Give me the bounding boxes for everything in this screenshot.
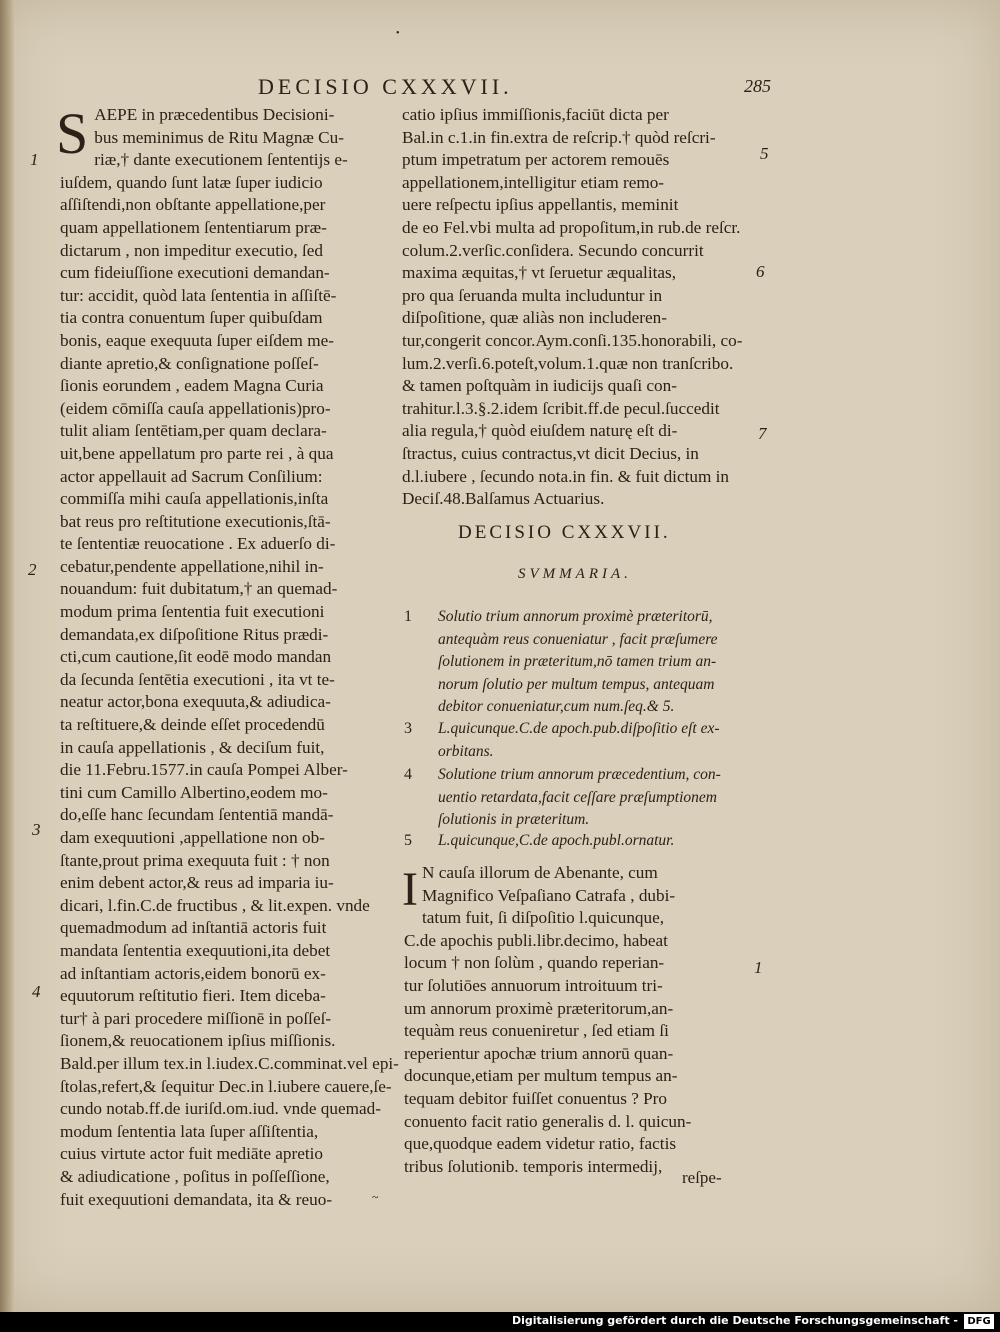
text-line: enim debent actor,& reus ad imparia iu- [60, 873, 334, 893]
text-line: diante apretio,& conſignatione poſſeſ- [60, 353, 319, 373]
text-line: alia regula,† quòd eiuſdem naturę eſt di- [402, 421, 678, 441]
text-line: quemadmodum ad inſtantiā actoris fuit [60, 918, 327, 938]
margin-number: 5 [760, 144, 769, 163]
page-edge [0, 0, 14, 1312]
text-line: commiſſa mihi cauſa appellationis,inſta [60, 489, 329, 509]
margin-number: 1 [754, 958, 763, 977]
text-line: tur,congerit concor.Aym.conſi.135.honorabili, co- [402, 330, 743, 350]
text-line: (eidem cōmiſſa cauſa appellationis)pro- [60, 398, 331, 418]
text-line: tur ſolutiōes annuorum introituum tri- [404, 975, 663, 995]
text-line: tequam debitor fuiſſet conuentus ? Pro [404, 1088, 667, 1108]
text-line: dam exequutioni ,appellatione non ob- [60, 828, 325, 847]
summaria-heading: SVMMARIA. [518, 566, 632, 582]
text-line: diſpoſitione, quæ aliàs non includeren- [402, 308, 667, 328]
text-line: die 11.Febru.1577.in cauſa Pompei Alber- [60, 760, 348, 780]
text-line: tequàm reus conueniretur , ſed etiam ſi [404, 1021, 669, 1041]
text-line: & tamen poſtquàm in iudicijs quaſi con- [402, 376, 677, 396]
summaria-number: 1 [404, 608, 412, 625]
text-line: appellationem,intelligitur etiam remo- [402, 172, 665, 192]
dfg-logo-icon: DFG [964, 1314, 994, 1329]
text-line: um annorum proximè præteritorum,an- [404, 998, 674, 1018]
decision-body [404, 862, 740, 1178]
text-line: modum ſententia lata ſuper aſſiſtentia, [60, 1121, 319, 1141]
text-line: cti,cum cautione,ſit eodē modo mandan [60, 647, 332, 667]
text-line: nouandum: fuit dubitatum,† an quemad- [60, 579, 338, 599]
text-line: ſtolas,refert,& ſequitur Dec.in l.iubere cauere,ſe- [60, 1076, 392, 1096]
margin-number: 7 [758, 424, 767, 443]
margin-number: 6 [756, 262, 765, 281]
drop-cap: S [56, 101, 89, 166]
summaria-line: debitor conueniatur,cum num.ſeq.& 5. [438, 698, 675, 715]
left-column [56, 101, 400, 1211]
text-line: conuento facit ratio generalis d. l. quicun- [404, 1111, 692, 1131]
decisio-heading: DECISIO CXXXVII. [458, 522, 671, 543]
right-column [402, 104, 743, 511]
text-line: pro qua ſeruanda multa includuntur in [402, 285, 663, 305]
summaria-number: 5 [404, 832, 412, 849]
top-ornament-icon: • [396, 28, 400, 39]
footer-credit: Digitalisierung gefördert durch die Deutsche Forschungsgemeinschaft - [511, 1314, 958, 1327]
summaria-line: antequàm reus conueniatur , facit præſumere [438, 630, 718, 648]
text-line: tribus ſolutionib. temporis intermedij, [404, 1156, 663, 1176]
text-line: cundo notab.ff.de iuriſd.om.iud. vnde quemad- [60, 1099, 381, 1119]
text-line: C.de apochis publi.libr.decimo, habeat [404, 930, 668, 950]
summaria-line: L.quicunque.C.de apoch.pub.diſpoſitio eſt ex- [438, 720, 720, 737]
text-line: actor appellauit ad Sacrum Conſilium: [60, 466, 323, 486]
text-line: colum.2.verſic.conſidera. Secundo concurrit [402, 240, 704, 260]
text-line: mandata ſententia exequutioni,ita debet [60, 940, 331, 960]
summaria-line: uentio retardata,facit ceſſare præſumptionem [438, 788, 717, 806]
text-line: quam appellationem ſententiarum præ- [60, 217, 327, 237]
right-column-text [402, 104, 743, 511]
catchword: reſpe- [682, 1168, 722, 1187]
text-line: cum fideiuſſione executioni demandan- [60, 263, 330, 283]
text-line: tini cum Camillo Albertino,eodem mo- [60, 782, 328, 802]
text-line: te ſententiæ reuocatione . Ex aduerſo di- [60, 534, 336, 554]
text-line: fuit exequutioni demandata, ita & reuo- [60, 1189, 333, 1209]
text-line: demandata,ex diſpoſitione Ritus prædi- [60, 624, 329, 644]
text-line: riæ,† dante executionem ſententijs e- [94, 150, 348, 170]
summaria-line: orbitans. [438, 742, 494, 760]
text-line: Bald.per illum tex.in l.iudex.C.comminat.vel epi- [60, 1053, 399, 1073]
text-line: bonis, eaque exequuta ſuper eiſdem me- [60, 330, 334, 350]
text-line: N cauſa illorum de Abenante, cum [421, 863, 658, 882]
text-line: tulit aliam ſentētiam,per quam declara- [60, 421, 327, 441]
text-line: cuius virtute actor fuit mediāte apretio [60, 1144, 323, 1164]
text-line: equutorum reſtitutio fieri. Item diceba- [60, 986, 326, 1006]
page-number: 285 [744, 76, 771, 96]
summaria-text [438, 718, 720, 763]
text-line: bus meminimus de Ritu Magnæ Cu- [94, 127, 344, 147]
running-head: DECISIO CXXXVII. [258, 74, 513, 99]
text-line: maxima æquitas,† vt ſeruetur æqualitas, [402, 263, 676, 283]
text-line: ptum impetratum per actorem remouēs [402, 150, 670, 170]
text-line: trahitur.l.3.§.2.idem ſcribit.ff.de pecul.ſuccedit [402, 398, 720, 418]
bottom-ornament-icon: ~ [372, 1190, 379, 1204]
summaria-text [438, 764, 721, 832]
left-column-text [60, 104, 400, 1211]
text-line: ſtante,prout prima exequuta fuit : † non [60, 850, 330, 870]
text-line: uere reſpectu ipſius appellantis, meminit [402, 195, 679, 215]
decision-body-text [404, 862, 740, 1178]
text-line: tur: accidit, quòd lata ſententia in aſſiſtē- [60, 285, 337, 305]
text-line: da ſecunda ſentētia executioni , ita vt te- [60, 669, 335, 689]
text-line: do,eſſe hanc ſecundam ſententiā mandā- [60, 805, 334, 825]
text-line: ad inſtantiam actoris,eidem bonorū ex- [60, 963, 326, 983]
text-line: ſionis eorundem , eadem Magna Curia [60, 376, 324, 396]
text-line: bat reus pro reſtitutione executionis,ſtā- [60, 511, 331, 531]
text-line: aſſiſtendi,non obſtante appellatione,per [60, 195, 326, 215]
text-line: d.l.iubere , ſecundo nota.in fin. & fuit dictum in [402, 466, 729, 486]
summaria-line: Solutione trium annorum præcedentium, con- [438, 766, 721, 783]
text-line: catio ipſius immiſſionis,faciūt dicta per [402, 105, 669, 124]
margin-number: 4 [32, 982, 41, 1001]
text-line: dictarum , non impeditur executio, ſed [60, 240, 323, 260]
text-line: que,quodque eadem videtur ratio, factis [404, 1134, 677, 1154]
text-line: reperientur apochæ trium annorū quan- [404, 1043, 674, 1063]
text-line: lum.2.verſi.6.poteſt,volum.1.quæ non tranſcribo. [402, 353, 734, 373]
text-line: tia contra conuentum ſuper quibuſdam [60, 308, 323, 328]
text-line: neatur actor,bona exequuta,& adiudica- [60, 692, 331, 712]
summaria-number: 4 [404, 766, 412, 783]
text-line: & adiudicatione , poſitus in poſſeſſione, [60, 1166, 330, 1186]
text-line: Bal.in c.1.in fin.extra de reſcrip.† quòd reſcri- [402, 127, 716, 147]
text-line: locum † non ſolùm , quando reperian- [404, 953, 665, 973]
text-line: ſionem,& reuocationem ipſius miſſionis. [60, 1031, 336, 1051]
text-line: iuſdem, quando ſunt latæ ſuper iudicio [60, 172, 323, 192]
summaria-text [438, 830, 674, 853]
text-line: tatum fuit, ſi diſpoſitio l.quicunque, [421, 908, 665, 928]
summaria-line: L.quicunque,C.de apoch.publ.ornatur. [438, 832, 675, 849]
text-line: uit,bene appellatum pro parte rei , à qua [60, 443, 334, 463]
text-line: AEPE in præcedentibus Decisioni- [94, 105, 335, 124]
summaria-number: 3 [404, 720, 412, 737]
summaria-line: Solutio trium annorum proximè præteritorū, [438, 608, 713, 625]
body-drop-cap: I [402, 863, 418, 916]
summaria-line: ſolutionis in præteritum. [438, 811, 590, 828]
text-line: de eo Fel.vbi multa ad propoſitum,in rub.de reſcr. [402, 217, 741, 237]
margin-number: 1 [30, 150, 39, 169]
text-line: docunque,etiam per multum tempus an- [404, 1066, 678, 1086]
text-line: Deciſ.48.Balſamus Actuarius. [402, 489, 605, 509]
summaria-text [438, 606, 718, 719]
text-line: tur† à pari procedere miſſionē in poſſeſ- [60, 1008, 332, 1028]
text-line: cebatur,pendente appellatione,nihil in- [60, 556, 324, 576]
summaria-line: ſolutionem in præteritum,nō tamen trium an- [438, 653, 717, 670]
text-line: in cauſa appellationis , & deciſum fuit, [60, 737, 325, 757]
summaria-line: norum ſolutio per multum tempus, antequam [438, 675, 715, 693]
text-line: ta reſtituere,& deinde eſſet procedendū [60, 715, 325, 735]
text-line: ſtractus, cuius contractus,vt dicit Decius, in [402, 443, 699, 463]
text-line: Magnifico Veſpaſiano Catrafa , dubi- [421, 885, 676, 905]
text-line: dicari, l.fin.C.de fructibus , & lit.expen. vnde [60, 895, 370, 915]
text-line: modum prima ſententia fuit executioni [60, 602, 325, 622]
margin-number: 2 [28, 560, 37, 579]
margin-number: 3 [32, 820, 41, 839]
